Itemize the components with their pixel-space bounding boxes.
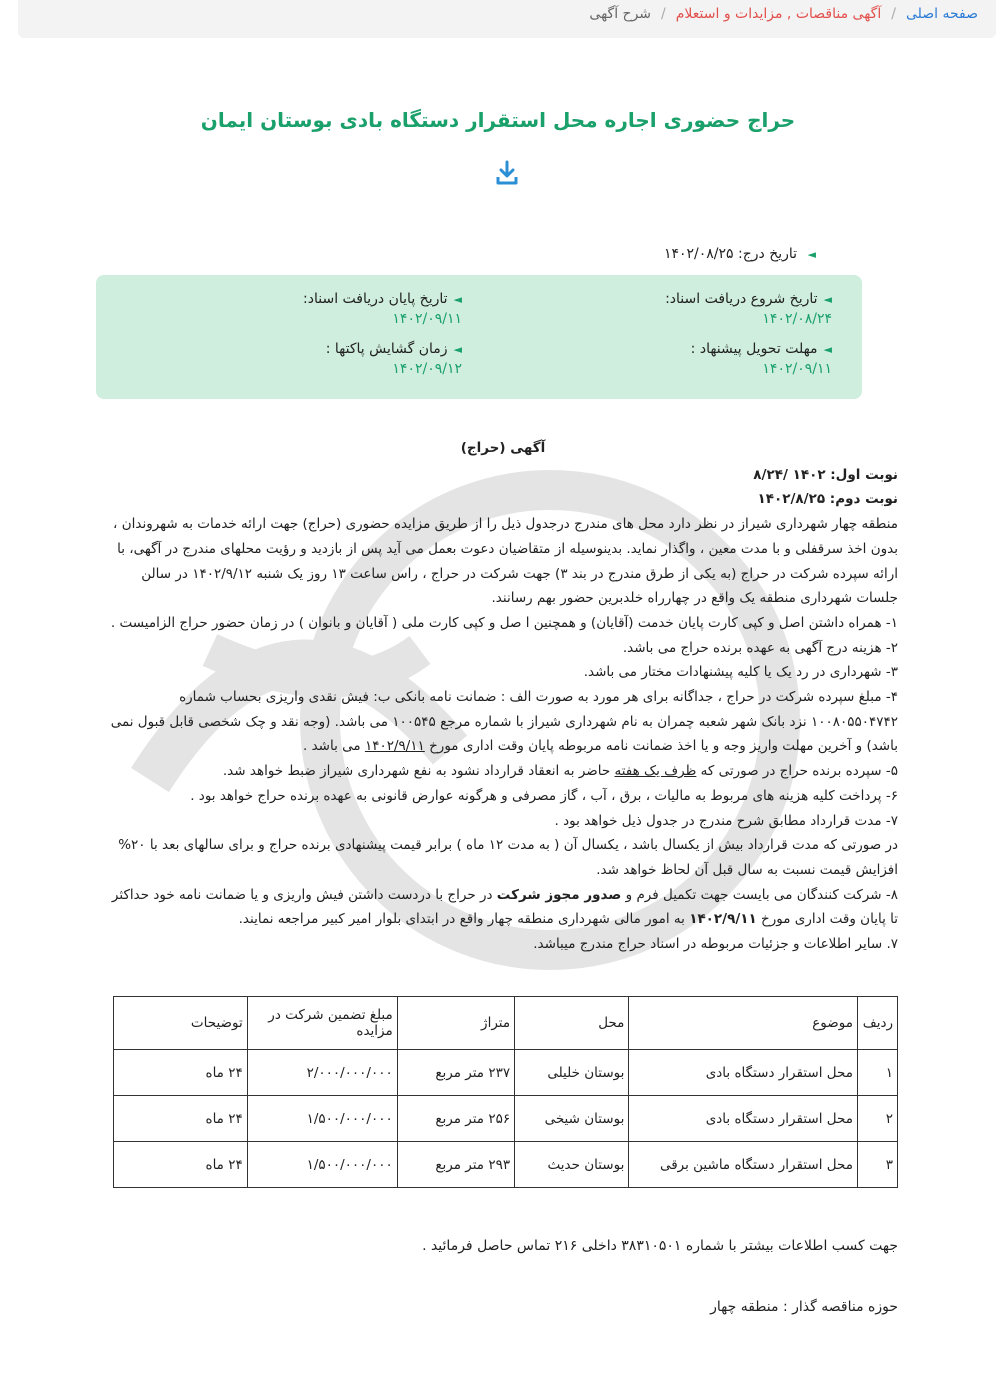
- table-header-cell: ردیف: [857, 997, 897, 1050]
- doc-end-date: [303, 291, 462, 327]
- opening-time: [326, 341, 462, 377]
- breadcrumb-separator: /: [891, 6, 896, 22]
- round-two: نوبت دوم: ۱۴۰۲/۸/۲۵: [757, 491, 898, 508]
- page-title: حراج حضوری اجاره محل استقرار دستگاه بادی بوستان ایمان: [200, 108, 796, 132]
- table-row: [114, 1096, 898, 1142]
- table-row: [114, 1142, 898, 1188]
- table-cell: بوستان خلیلی: [515, 1050, 629, 1096]
- tender-zone: حوزه مناقصه گذار : منطقه چهار: [710, 1299, 898, 1315]
- table-cell: ۲: [857, 1096, 897, 1142]
- breadcrumb-current: شرح آگهی: [589, 6, 652, 22]
- table-header-cell: محل: [515, 997, 629, 1050]
- table-cell: ۲/۰۰۰/۰۰۰/۰۰۰: [247, 1050, 397, 1096]
- notice-item-3: ۳- شهرداری در رد یک یا کلیه پیشنهادات مختار می باشد.: [583, 664, 898, 681]
- table-cell: بوستان حدیث: [515, 1142, 629, 1188]
- table-cell: ۲۹۳ متر مربع: [397, 1142, 514, 1188]
- notice-item-6: ۶- پرداخت کلیه هزینه های مربوط به مالیات ، برق ، آب ، گاز مصرفی و هرگونه عوارض قانونی به عهده برنده حراج خواهد بود .: [190, 787, 898, 804]
- table-cell: ۳: [857, 1142, 897, 1188]
- bullet-icon: ◄: [453, 343, 462, 356]
- bullet-icon: ◄: [453, 293, 462, 306]
- notice-item-9: ۷. سایر اطلاعات و جزئیات مربوطه در اسناد حراج مندرج میباشد.: [533, 936, 898, 953]
- doc-start-label: تاریخ شروع دریافت اسناد:: [665, 291, 818, 307]
- notice-item-2: ۲- هزینه درج آگهی به عهده برنده حراج می باشد.: [622, 639, 898, 656]
- notice-item-8-bold: صدور مجوز شرکت: [496, 886, 622, 903]
- table-header-cell: توضیحات: [114, 997, 248, 1050]
- notice-item-8-end: به امور مالی شهرداری منطقه چهار واقع در ابتدای بلوار امیر کبیر مراجعه نمایند.: [238, 911, 690, 928]
- notice-item-8-text: ۸- شرکت کنندگان می بایست جهت تکمیل فرم و: [621, 886, 898, 903]
- bid-deadline: [691, 341, 832, 377]
- table-cell: بوستان شیخی: [515, 1096, 629, 1142]
- table-cell: محل استقرار دستگاه بادی: [629, 1096, 858, 1142]
- table-cell: ۱/۵۰۰/۰۰۰/۰۰۰: [247, 1142, 397, 1188]
- notice-item-7-note: در صورتی که مدت قرارداد بیش از یکسال باشد ، یکسال آن ( به مدت ۱۲ ماه ) برابر قیمت پیشنهادی برنده حراج و برای سالهای بعد با ۲۰% افزایش قیمت نسبت به سال قبل آن لحاظ خواهد شد.: [118, 837, 898, 878]
- breadcrumb-home-link[interactable]: صفحه اصلی: [905, 6, 978, 22]
- dates-info-box: [96, 275, 862, 399]
- publish-date-value: ۱۴۰۲/۰۸/۲۵: [663, 246, 734, 262]
- table-row: [114, 1050, 898, 1096]
- table-cell: ۲۴ ماه: [114, 1050, 248, 1096]
- doc-end-value: ۱۴۰۲/۰۹/۱۱: [392, 311, 462, 327]
- opening-time-value: ۱۴۰۲/۰۹/۱۲: [392, 361, 462, 377]
- bid-deadline-value: ۱۴۰۲/۰۹/۱۱: [762, 361, 832, 377]
- notice-item-4-end: می باشد .: [303, 738, 365, 755]
- breadcrumb-category-link[interactable]: آگهی مناقصات , مزایدات و استعلام: [675, 6, 882, 22]
- publish-date-label: تاریخ درج:: [738, 246, 798, 262]
- notice-item-5-end: حاضر به انعقاد قرارداد نشود به نفع شهرداری شیراز ضبط خواهد شد.: [222, 763, 615, 780]
- notice-item-5: [108, 759, 898, 784]
- breadcrumb: [589, 6, 978, 22]
- notice-item-7: ۷- مدت قرارداد مطابق شرح مندرج در جدول ذیل خواهد بود .: [554, 812, 898, 829]
- table-cell: ۱: [857, 1050, 897, 1096]
- table-cell: ۱/۵۰۰/۰۰۰/۰۰۰: [247, 1096, 397, 1142]
- notice-item-8: [108, 883, 898, 932]
- breadcrumb-separator: /: [661, 6, 666, 22]
- table-cell: ۲۳۷ متر مربع: [397, 1050, 514, 1096]
- bullet-icon: ◄: [807, 248, 816, 261]
- notice-intro: منطقه چهار شهرداری شیراز در نظر دارد محل های مندرج درجدول ذیل را از طریق مزایده حضوری (حراج) جهت ارائه خدمات به شهروندان ، بدون اخذ سرقفلی و با مدت معین ، واگذار نماید. بدینوسیله از متقاضیان دعوت بعمل می آید پس از بازدید و رؤیت محلهای مندرج در آگهی، با ارائه سپرده شرکت در حراج (به یکی از طرق مندرج در بند ۳) جهت شرکت در حراج ، راس ساعت ۱۳ روز یک شنبه ۱۴۰۲/۹/۱۲ در سالن جلسات شهرداری منطقه یک واقع در چهارراه خلدبرین حضور بهم رسانند.: [113, 516, 898, 607]
- notice-item-4-text: ۴- مبلغ سپرده شرکت در حراج ، جداگانه برای هر مورد به صورت الف : ضمانت نامه بانکی ب: فیش نقدی واریزی بحساب شماره ۱۰۰۸۰۵۵۰۴۷۴۲ نزد بانک شهر شعبه چمران به نام شهرداری شیراز با شماره مرجع ۱۰۰۵۴۵ می باشد. (وجه نقد و چک شخصی قابل قبول نمی باشد) و آخرین مهلت واریز وجه و یا اخذ ضمانت نامه مربوطه پایان وقت اداری مورخ: [110, 689, 898, 755]
- bid-deadline-label: مهلت تحویل پیشنهاد :: [690, 341, 818, 357]
- table-cell: محل استقرار دستگاه بادی: [629, 1050, 858, 1096]
- opening-time-label: زمان گشایش پاکتها :: [325, 341, 448, 357]
- notice-item-1: ۱- همراه داشتن اصل و کپی کارت پایان خدمت (آقایان) و همچنین ا صل و کپی کارت ملی ( آقایان و بانوان ) در زمان حضور حراج الزامیست .: [110, 614, 898, 631]
- notice-item-8-mid: در حراج با دردست داشتن فیش واریزی و یا ضمانت نامه خود حداکثر تا پایان وقت اداری مورخ: [111, 886, 898, 928]
- notice-item-4: [108, 685, 898, 759]
- contact-info: جهت کسب اطلاعات بیشتر با شماره ۳۸۳۱۰۵۰۱ داخلی ۲۱۶ تماس حاصل فرمائید .: [422, 1238, 898, 1254]
- table-header-cell: مبلغ تضمین شرکت در مزایده: [247, 997, 397, 1050]
- table-header-cell: متراژ: [397, 997, 514, 1050]
- notice-item-5-text: ۵- سپرده برنده حراج در صورتی که: [696, 763, 898, 780]
- table-cell: ۲۵۶ متر مربع: [397, 1096, 514, 1142]
- notice-item-8-date: ۱۴۰۲/۹/۱۱: [689, 911, 757, 928]
- doc-start-date: [665, 291, 832, 327]
- doc-end-label: تاریخ پایان دریافت اسناد:: [303, 291, 448, 307]
- download-icon[interactable]: [495, 160, 519, 186]
- notice-item-5-underlined: ظرف یک هفته: [614, 763, 697, 780]
- notice-body: [108, 436, 898, 957]
- table-cell: ۲۴ ماه: [114, 1142, 248, 1188]
- table-cell: ۲۴ ماه: [114, 1096, 248, 1142]
- publish-date: [664, 246, 816, 262]
- auction-table: [113, 996, 898, 1188]
- doc-start-value: ۱۴۰۲/۰۸/۲۴: [762, 311, 832, 327]
- bullet-icon: ◄: [823, 343, 832, 356]
- table-cell: محل استقرار دستگاه ماشین برقی: [629, 1142, 858, 1188]
- breadcrumb-bar: [18, 0, 996, 38]
- round-one: نوبت اول: ۱۴۰۲ /۸/۲۴: [753, 466, 898, 483]
- table-header-cell: موضوع: [629, 997, 858, 1050]
- notice-heading: آگهی (حراج): [460, 440, 546, 456]
- bullet-icon: ◄: [823, 293, 832, 306]
- notice-item-4-date: ۱۴۰۲/۹/۱۱: [364, 738, 425, 755]
- table-header-row: [114, 997, 898, 1050]
